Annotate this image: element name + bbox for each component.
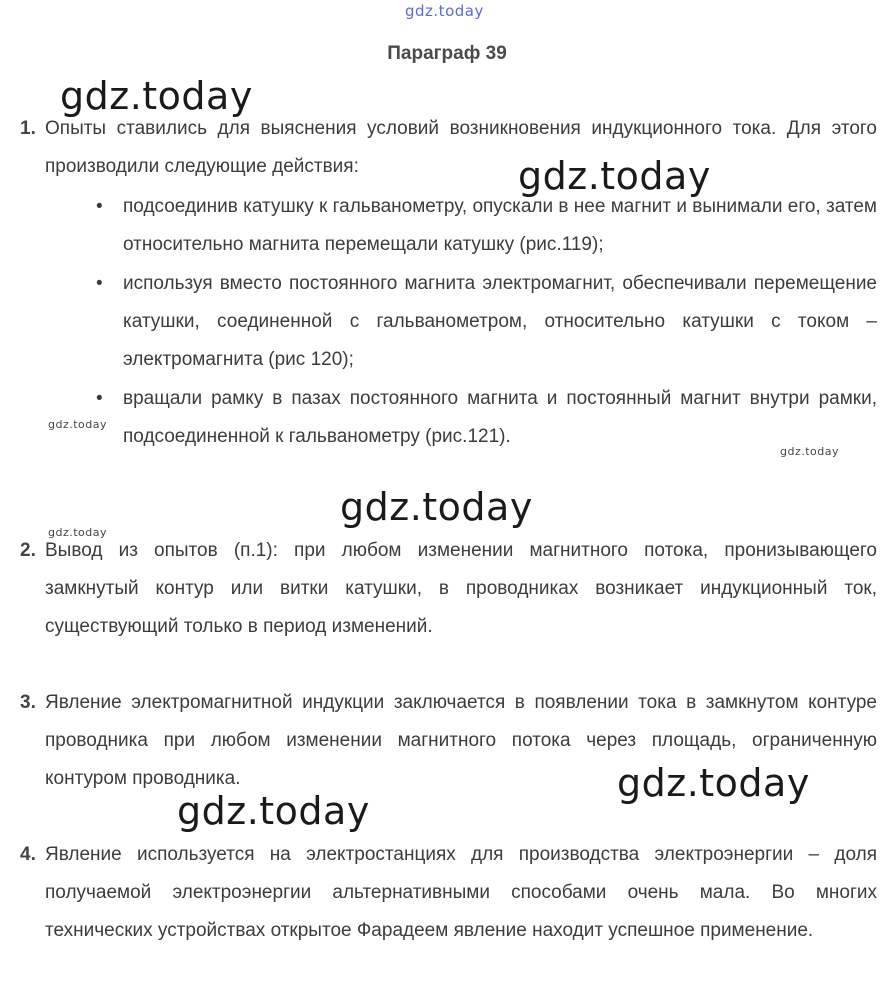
page-title: Параграф 39: [387, 43, 507, 64]
list-item: [20, 110, 877, 186]
bullet-icon: •: [96, 273, 103, 294]
watermark-large: gdz.today: [60, 74, 253, 118]
watermark-top: gdz.today: [405, 2, 484, 20]
item-number: 2.: [20, 540, 36, 561]
bullet-item: [96, 380, 877, 456]
watermark-small: gdz.today: [780, 445, 840, 458]
list-item: [20, 836, 877, 950]
item-number: 4.: [20, 844, 36, 865]
item-text: Опыты ставились для выяснения условий возникновения индукционного тока. Для этого производили следующие действия:: [45, 118, 877, 177]
item-text: Вывод из опытов (п.1): при любом изменении магнитного потока, пронизывающего замкнутый контур или витки катушки, в проводниках возникает индукционный ток, существующий только в период изменений.: [45, 540, 877, 637]
watermark-large: gdz.today: [340, 485, 533, 529]
watermark-small: gdz.today: [48, 418, 108, 431]
bullet-text: вращали рамку в пазах постоянного магнита и постоянный магнит внутри рамки, подсоединенной к гальванометру (рис.121).: [123, 388, 877, 447]
bullet-icon: •: [96, 196, 103, 217]
list-item: [20, 532, 877, 646]
bullet-item: [96, 188, 877, 264]
item-text: Явление электромагнитной индукции заключается в появлении тока в замкнутом контуре проводника при любом изменении магнитного потока через площадь, ограниченную контуром проводника.: [45, 692, 877, 789]
watermark-small: gdz.today: [48, 526, 108, 539]
watermark-large: gdz.today: [518, 154, 711, 198]
watermark-large: gdz.today: [617, 761, 810, 805]
bullet-text: используя вместо постоянного магнита электромагнит, обеспечивали перемещение катушки, соединенной с гальванометром, относительно катушки с током – электромагнита (рис 120);: [123, 273, 877, 370]
bullet-list: [96, 188, 877, 457]
bullet-icon: •: [96, 388, 103, 409]
bullet-text: подсоединив катушку к гальванометру, опускали в нее магнит и вынимали его, затем относительно магнита перемещали катушку (рис.119);: [123, 196, 877, 255]
item-number: 1.: [20, 118, 36, 139]
watermark-large: gdz.today: [177, 789, 370, 833]
bullet-item: [96, 265, 877, 379]
item-number: 3.: [20, 692, 36, 713]
item-text: Явление используется на электростанциях для производства электроэнергии – доля получаемой электроэнергии альтернативными способами очень мала. Во многих технических устройствах открытое Фарадеем явление находит успешное применение.: [45, 844, 877, 941]
list-item: [20, 684, 877, 798]
